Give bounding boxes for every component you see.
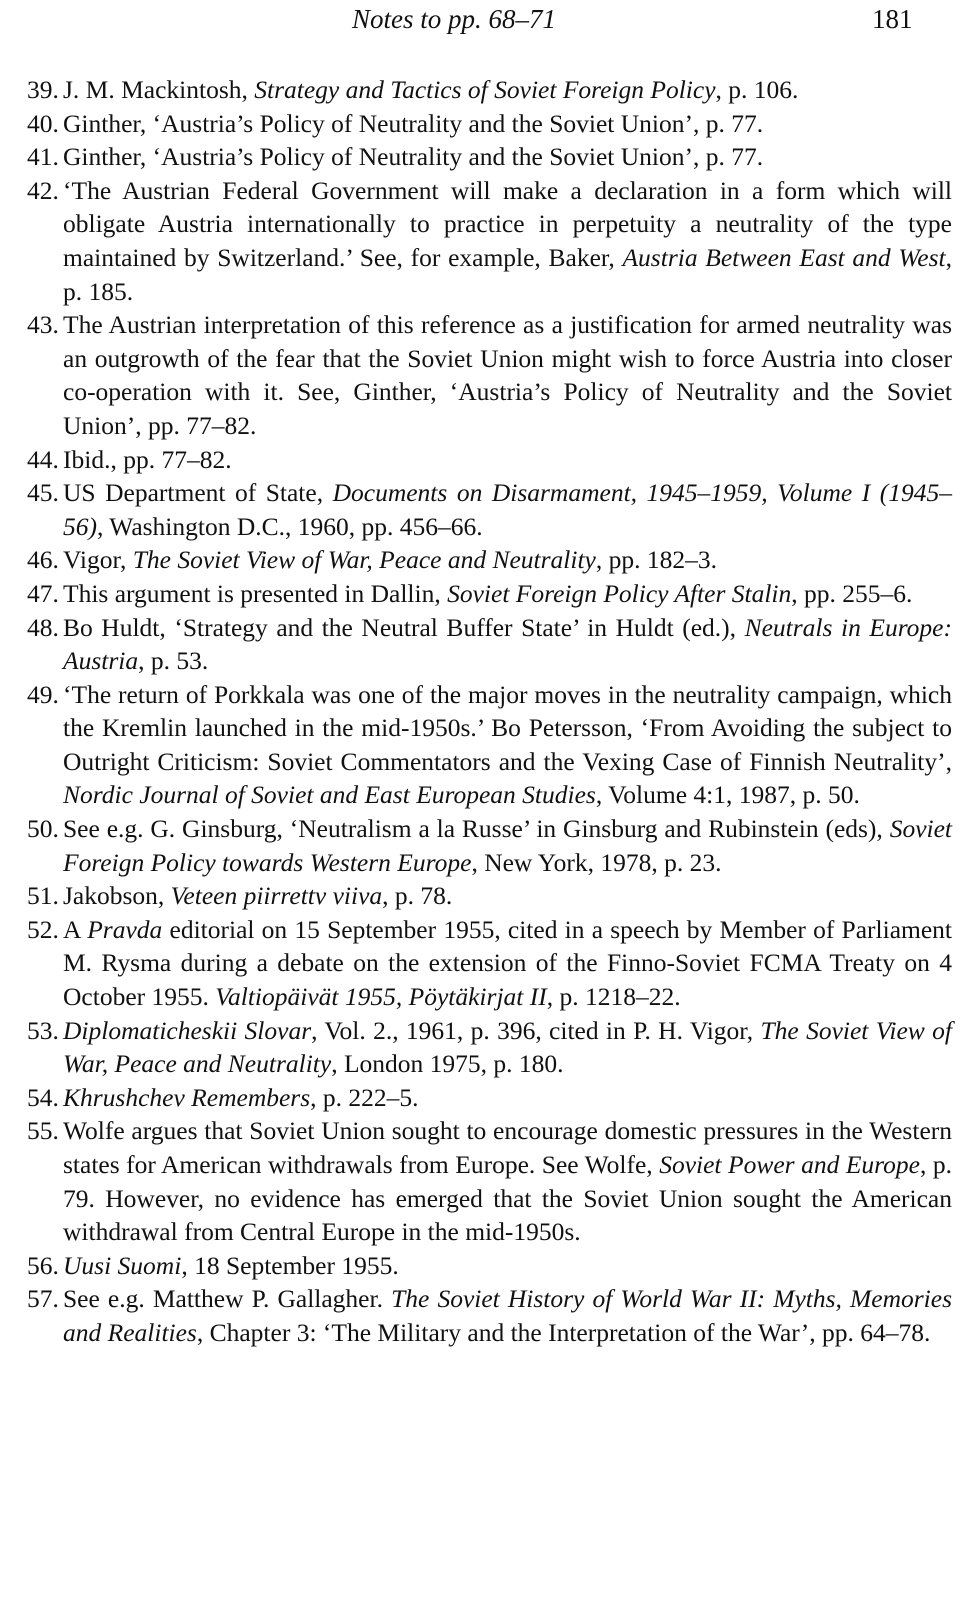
- note-item: [27, 577, 952, 611]
- note-item: [27, 1081, 952, 1115]
- note-number: 54.: [27, 1082, 59, 1112]
- note-text-segment: , Chapter 3: ‘The Military and the Interpretation of the War’, pp. 64–78.: [196, 1317, 931, 1347]
- note-text-segment: , Vol. 2., 1961, p. 396, cited in P. H. Vigor,: [311, 1015, 761, 1045]
- note-text: [63, 913, 952, 1014]
- note-text-segment: ‘The return of Porkkala was one of the major moves in the neutrality campaign, which the Kremlin launched in the mid-1950s.’ Bo Petersson, ‘From Avoiding the subject to Outright Criticism: Soviet Commentators and the Vexing Case of Finnish Neutrality’,: [63, 679, 952, 776]
- note-text-segment: , 18 September 1955.: [181, 1250, 399, 1280]
- note-title-italic: Neutrals in Europe: Austria: [63, 612, 952, 676]
- note-number: 41.: [27, 142, 59, 172]
- page-number: 181: [872, 4, 913, 34]
- note-text-segment: , p. 79. However, no evidence has emerged that the Soviet Union sought the American withdrawal from Central Europe in the mid-1950s.: [63, 1150, 952, 1247]
- note-title-italic: Valtiopäivät 1955, Pöytäkirjat II: [215, 982, 547, 1012]
- note-text: [63, 140, 952, 174]
- note-text: [63, 1282, 952, 1349]
- note-title-italic: Nordic Journal of Soviet and East European Studies: [63, 780, 596, 810]
- note-text: [63, 611, 952, 678]
- note-number: 56.: [27, 1250, 59, 1280]
- note-text: [63, 476, 952, 543]
- note-title-italic: Austria Between East and West: [622, 242, 946, 272]
- note-item: [27, 1282, 952, 1349]
- note-text-segment: Jakobson,: [63, 881, 171, 911]
- note-text: [63, 678, 952, 812]
- note-title-italic: The Soviet History of World War II: Myths, Memories and Realities: [63, 1284, 952, 1347]
- note-title-italic: The Soviet View of War, Peace and Neutrality: [132, 545, 596, 575]
- note-title-italic: Khrushchev Remembers: [63, 1082, 311, 1112]
- note-item: [27, 174, 952, 308]
- note-text-segment: Bo Huldt, ‘Strategy and the Neutral Buffer State’ in Huldt (ed.),: [63, 612, 745, 642]
- note-text-segment: US Department of State,: [63, 478, 333, 508]
- note-text-segment: This argument is presented in Dallin,: [63, 578, 448, 608]
- note-text-segment: Ibid., pp. 77–82.: [63, 444, 232, 474]
- note-text: [63, 1114, 952, 1248]
- note-number: 42.: [27, 175, 59, 205]
- note-item: [27, 678, 952, 812]
- note-number: 44.: [27, 444, 59, 474]
- note-item: [27, 1014, 952, 1081]
- note-text-segment: ‘The Austrian Federal Government will make a declaration in a form which will obligate Austria internationally to practice in perpetuity a neutrality of the type maintained by Switzerland.’ See, for example, Baker,: [63, 175, 952, 272]
- note-text-segment: , Volume 4:1, 1987, p. 50.: [595, 780, 860, 810]
- note-number: 46.: [27, 545, 59, 575]
- note-item: [27, 812, 952, 879]
- note-number: 49.: [27, 679, 59, 709]
- note-text-segment: , pp. 182–3.: [595, 545, 717, 575]
- note-text-segment: , p. 53.: [138, 646, 209, 676]
- note-text-segment: J. M. Mackintosh,: [63, 75, 255, 104]
- note-number: 48.: [27, 612, 59, 642]
- note-text-segment: , London 1975, p. 180.: [331, 1049, 564, 1079]
- note-number: 43.: [27, 310, 59, 340]
- note-text-segment: editorial on 15 September 1955, cited in a speech by Member of Parliament M. Rysma during a debate on the extension of the Finno-Soviet FCMA Treaty on 4 October 1955.: [63, 914, 952, 1012]
- note-text: [63, 543, 952, 577]
- note-text-segment: , p. 222–5.: [310, 1082, 419, 1112]
- note-text-segment: The Austrian interpretation of this reference as a justification for armed neutrality was an outgrowth of the fear that the Soviet Union might wish to force Austria into closer co-operation with it. See, Ginther, ‘Austria’s Policy of Neutrality and the Soviet Union’, pp. 77–82.: [63, 310, 952, 440]
- note-number: 55.: [27, 1116, 59, 1146]
- note-number: 39.: [27, 75, 59, 104]
- note-text: [63, 308, 952, 442]
- note-text: [63, 1014, 952, 1081]
- note-title-italic: Uusi Suomi: [63, 1250, 182, 1280]
- note-text-segment: Ginther, ‘Austria’s Policy of Neutrality and the Soviet Union’, p. 77.: [63, 108, 764, 138]
- note-text: [63, 812, 952, 879]
- note-text-segment: , pp. 255–6.: [791, 578, 913, 608]
- note-number: 45.: [27, 478, 59, 508]
- note-item: [27, 611, 952, 678]
- note-text-segment: Wolfe argues that Soviet Union sought to encourage domestic pressures in the Western states for American withdrawals from Europe. See Wolfe,: [63, 1116, 952, 1179]
- note-text-segment: , p. 106.: [715, 75, 799, 104]
- note-text-segment: , p. 185.: [63, 242, 952, 306]
- note-text-segment: , p. 78.: [382, 881, 453, 911]
- note-title-italic: Soviet Foreign Policy After Stalin: [447, 578, 792, 608]
- note-number: 53.: [27, 1015, 59, 1045]
- note-text-segment: Ginther, ‘Austria’s Policy of Neutrality and the Soviet Union’, p. 77.: [63, 142, 764, 172]
- note-title-italic: Strategy and Tactics of Soviet Foreign Policy: [254, 75, 716, 104]
- note-title-italic: The Soviet View of War, Peace and Neutrality: [63, 1015, 952, 1079]
- note-item: [27, 913, 952, 1014]
- note-number: 51.: [27, 881, 59, 911]
- note-item: [27, 1114, 952, 1248]
- note-item: [27, 73, 952, 107]
- note-text-segment: See e.g. G. Ginsburg, ‘Neutralism a la Russe’ in Ginsburg and Rubinstein (eds),: [63, 814, 890, 844]
- note-item: [27, 879, 952, 913]
- notes-list: [27, 73, 952, 1350]
- note-title-italic: Veteen piirrettv viiva: [170, 881, 383, 911]
- running-title: Notes to pp. 68–71: [352, 4, 557, 34]
- note-text-segment: A: [63, 914, 88, 944]
- note-title-italic: Documents on Disarmament, 1945–1959, Volume I (1945–56): [63, 478, 952, 541]
- note-text-segment: , p. 1218–22.: [546, 982, 681, 1012]
- note-title-italic: Soviet Power and Europe: [659, 1150, 920, 1179]
- running-head: [0, 2, 960, 36]
- note-text: [63, 73, 952, 107]
- note-text-segment: , Washington D.C., 1960, pp. 456–66.: [97, 511, 483, 541]
- note-text: [63, 443, 952, 477]
- note-text: [63, 174, 952, 308]
- note-title-italic: Pravda: [87, 914, 163, 944]
- note-number: 52.: [27, 914, 59, 944]
- note-number: 47.: [27, 578, 59, 608]
- note-text-segment: , New York, 1978, p. 23.: [471, 847, 722, 877]
- note-title-italic: Diplomaticheskii Slovar: [63, 1015, 312, 1045]
- note-number: 50.: [27, 814, 59, 844]
- note-text: [63, 577, 952, 611]
- note-text-segment: Vigor,: [63, 545, 133, 575]
- note-item: [27, 476, 952, 543]
- note-number: 57.: [27, 1284, 59, 1314]
- note-item: [27, 543, 952, 577]
- note-text: [63, 107, 952, 141]
- note-text-segment: See e.g. Matthew P. Gallagher.: [63, 1284, 392, 1314]
- note-number: 40.: [27, 108, 59, 138]
- note-item: [27, 308, 952, 442]
- note-text: [63, 1249, 952, 1283]
- note-text: [63, 1081, 952, 1115]
- note-item: [27, 140, 952, 174]
- note-text: [63, 879, 952, 913]
- note-item: [27, 107, 952, 141]
- note-item: [27, 1249, 952, 1283]
- note-item: [27, 443, 952, 477]
- note-title-italic: Soviet Foreign Policy towards Western Europe: [63, 814, 952, 877]
